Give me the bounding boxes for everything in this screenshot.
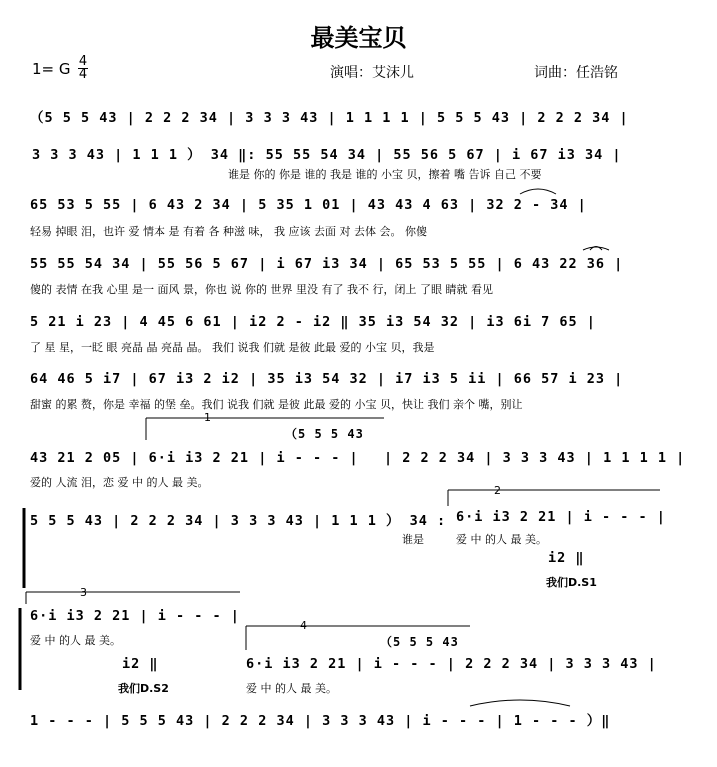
ds2-label: 我们D.S2 [118,682,169,695]
score-row-6-notes: 64 46 5 i7 | 67 i3 2 i2 | 35 i3 54 32 | i7 i3 5 ii | 66 57 i 23 | [30,371,624,387]
score-row-5-notes: 5 21 i 23 | 4 45 6 61 | i2 2 - i2 ‖ 35 i3 54 32 | i3 6i 7 65 | [30,314,596,330]
ds2-notes: i2 ‖ [122,656,159,672]
score-row-3-notes: 65 53 5 55 | 6 43 2 34 | 5 35 1 01 | 43 43 4 63 | 32 2 - 34 | [30,197,587,213]
score-row-9-notes: 6·i i3 2 21 | i - - - | [30,608,240,624]
score-row-8-lyrics: 谁是 [402,533,424,546]
score-row-10-notes: 6·i i3 2 21 | i - - - | 2 2 2 34 | 3 3 3 43 | [246,656,657,672]
song-title: 最美宝贝 [310,23,407,52]
time-numerator: 4 [78,54,88,69]
ds1-notes: i2 ‖ [548,550,585,566]
ending-2-label: 2 [494,484,501,497]
ending-2-notes: 6·i i3 2 21 | i - - - | [456,509,666,525]
key-signature: 1= G [32,60,71,78]
score-row-7-notes: 43 21 2 05 | 6·i i3 2 21 | i - - - | [30,450,359,466]
score-row-2-lyrics: 谁是 你的 你是 谁的 我是 谁的 小宝 贝，擦着 嘴 告诉 自己 不要 [228,168,542,181]
score-row-2-notes: 3 3 3 43 | 1 1 1 ） 34 ‖: 55 55 54 34 | 55 56 5 67 | i 67 i3 34 | [32,147,622,163]
score-row-9-lyrics: 爱 中 的人 最 美。 [30,634,121,647]
score-row-8-notes: 5 5 5 43 | 2 2 2 34 | 3 3 3 43 | 1 1 1 ） 34 : [30,513,447,529]
composer-credit: 词曲：任浩铭 [534,65,618,81]
score-row-5-lyrics: 了 星 星，一眨 眼 亮晶 晶 亮晶 晶。 我们 说我 们就 是彼 此最 爱的 小宝 贝，我是 [30,341,435,354]
score-row-7-lyrics: 爱的 人流 泪，恋 爱 中 的人 最 美。 [30,476,209,489]
row-7-intro: （5 5 5 43 [285,427,364,441]
score-row-4-lyrics: 傻的 表情 在我 心里 是一 面风 景，你也 说 你的 世界 里没 有了 我不 行，闭上 了眼 睛就 看见 [30,283,493,296]
singer-credit: 演唱：艾沫儿 [330,65,414,81]
ds1-label: 我们D.S1 [546,576,597,589]
time-denominator: 4 [78,67,88,82]
score-row-1: （5 5 5 43 | 2 2 2 34 | 3 3 3 43 | 1 1 1 1 | 5 5 5 43 | 2 2 2 34 | [30,110,629,126]
ending-1-label: 1 [204,411,211,424]
row-9-intro: （5 5 5 43 [380,635,459,649]
ending-2-lyrics: 爱 中 的人 最 美。 [456,533,547,546]
score-row-10-lyrics: 爱 中 的人 最 美。 [246,682,337,695]
score-row-4-notes: 55 55 54 34 | 55 56 5 67 | i 67 i3 34 | 65 53 5 55 | 6 43 22 36 | [30,256,624,272]
score-row-11-notes: 1 - - - | 5 5 5 43 | 2 2 2 34 | 3 3 3 43 | i - - - | 1 - - - ）‖ [30,713,611,729]
score-row-7-tail: | 2 2 2 34 | 3 3 3 43 | 1 1 1 1 | [384,450,686,466]
ending-4-label: 4 [300,619,307,632]
score-row-6-lyrics: 甜蜜 的累 赘，你是 幸福 的堡 垒。我们 说我 们就 是彼 此最 爱的 小宝 贝，快让 我们 亲个 嘴，别让 [30,398,523,411]
ending-3-label: 3 [80,586,87,599]
score-row-3-lyrics: 轻易 掉眼 泪，也许 爱 情本 是 有着 各 种滋 味， 我 应该 去面 对 去体 会。 你傻 [30,225,427,238]
